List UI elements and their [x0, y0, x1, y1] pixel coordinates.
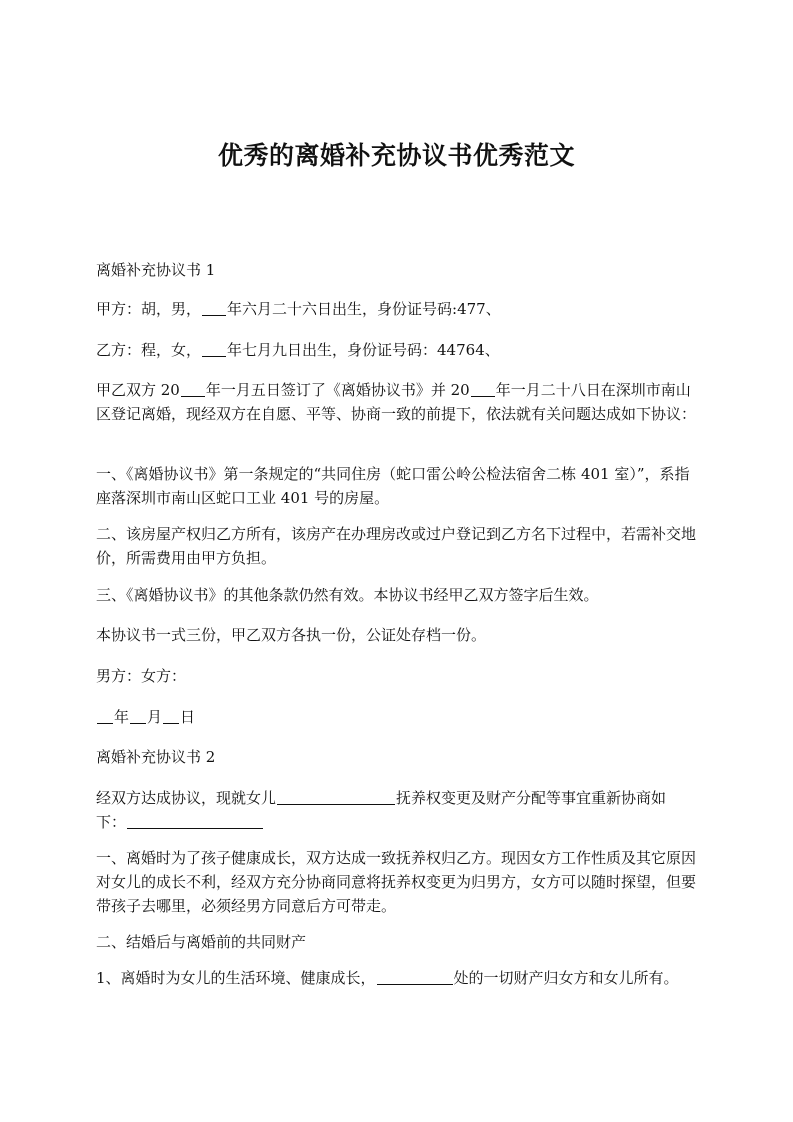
date-year: 年	[114, 708, 130, 726]
intro-part3: 年一月二十八日在深圳市南山区登记离婚，现经双方在自愿、平等、协商一致的前提下，依法就有关问题达成如下协议：	[96, 381, 697, 423]
intro-part1: 甲乙双方 20	[96, 381, 180, 399]
blank-field	[97, 707, 113, 724]
agreement1-intro	[96, 378, 696, 426]
intro2-part1: 经双方达成协议，现就女儿	[96, 789, 277, 807]
date-line	[96, 705, 696, 729]
agreement2-item1	[96, 966, 696, 990]
blank-field	[202, 340, 226, 357]
date-month: 月	[147, 708, 163, 726]
agreement2-clause1: 一、离婚时为了孩子健康成长，双方达成一致抚养权归乙方。现因女方工作性质及其它原因对女儿的成长不利，经双方充分协商同意将抚养权变更为归男方，女方可以随时探望，但要带孩子去哪里，必须经男方同意后方可带走。	[96, 849, 697, 915]
document-title: 优秀的离婚补充协议书优秀范文	[217, 141, 575, 170]
agreement1-clause2: 二、该房屋产权归乙方所有，该房产在办理房改或过户登记到乙方名下过程中，若需补交地价，所需费用由甲方负担。	[96, 525, 697, 567]
blank-field	[181, 380, 205, 397]
date-day: 日	[180, 708, 196, 726]
party-a-line	[96, 297, 696, 321]
party-b-suffix: 年七月九日出生，身份证号码：44764、	[227, 341, 500, 359]
agreement1-clause3: 三、《离婚协议书》的其他条款仍然有效。本协议书经甲乙双方签字后生效。	[96, 586, 599, 604]
blank-field	[202, 299, 226, 316]
agreement2-clause2: 二、结婚后与离婚前的共同财产	[96, 933, 307, 951]
agreement1-clause1: 一、《离婚协议书》第一条规定的“共同住房（蛇口雷公岭公检法宿舍二栋 401 室）”，系指座落深圳市南山区蛇口工业 401 号的房屋。	[96, 465, 690, 507]
party-b-line	[96, 338, 696, 362]
item1-part1: 1、离婚时为女儿的生活环境、健康成长，	[96, 969, 376, 987]
intro-part2: 年一月五日签订了《离婚协议书》并 20	[205, 381, 470, 399]
blank-field	[163, 707, 179, 724]
agreement2-intro	[96, 786, 696, 834]
blank-field	[127, 812, 263, 829]
blank-field	[471, 380, 495, 397]
blank-field	[377, 968, 453, 985]
signature-line: 男方：女方：	[96, 667, 187, 685]
blank-field	[277, 788, 395, 805]
party-a-suffix: 年六月二十六日出生，身份证号码:477、	[227, 300, 501, 318]
agreement1-copies: 本协议书一式三份，甲乙双方各执一份，公证处存档一份。	[96, 626, 487, 644]
item1-part2: 处的一切财产归女方和女儿所有。	[453, 969, 679, 987]
intro2-part2: 抚养权变更及财产分配等事宜重新协商如下：	[96, 789, 667, 831]
agreement1-heading: 离婚补充协议书 1	[96, 261, 216, 279]
party-a-prefix: 甲方：胡，男，	[96, 300, 202, 318]
agreement2-heading: 离婚补充协议书 2	[96, 748, 216, 766]
blank-field	[130, 707, 146, 724]
party-b-prefix: 乙方：程，女，	[96, 341, 202, 359]
